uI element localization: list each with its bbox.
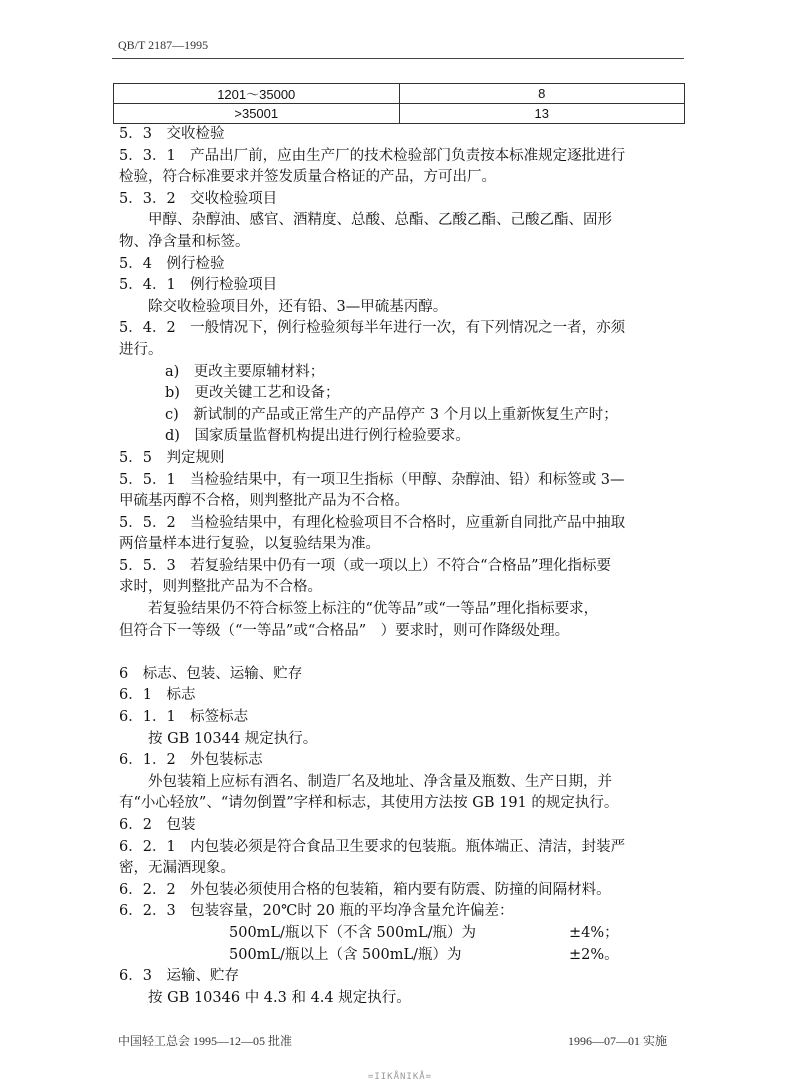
paragraph-line: 但符合下一等级（“一等品”或“合格品” ）要求时，则可作降级处理。 — [119, 622, 570, 639]
sampling-table — [113, 83, 685, 124]
paragraph-line: 6．2．2 外包装必须使用合格的包装箱，箱内要有防震、防撞的间隔材料。 — [119, 881, 611, 898]
section-heading: 5．4．1 例行检验项目 — [119, 277, 278, 294]
standard-code-header: QB/T 2187—1995 — [118, 38, 209, 52]
list-item: b) 更改关键工艺和设备； — [165, 385, 340, 402]
paragraph-line: 甲醇、杂醇油、感官、酒精度、总酸、总酯、乙酸乙酯、己酸乙酯、固形 — [148, 212, 612, 229]
approval-date: 中国轻工总会 1995—12—05 批准 — [118, 1034, 293, 1048]
section-heading: 5．4 例行检验 — [119, 255, 225, 272]
list-item: a) 更改主要原辅材料； — [165, 363, 325, 380]
section-heading: 6．3 运输、贮存 — [119, 968, 239, 985]
paragraph-line: 外包装箱上应标有酒名、制造厂名及地址、净含量及瓶数、生产日期，并 — [148, 773, 612, 790]
sample-count-cell: 8 — [399, 84, 685, 104]
paragraph-line: 甲硫基丙醇不合格，则判整批产品为不合格。 — [119, 493, 409, 510]
paragraph-line: 若复验结果仍不符合标签上标注的“优等品”或“一等品”理化指标要求， — [148, 601, 599, 618]
sample-count-cell: 13 — [399, 104, 685, 124]
blank-line — [119, 642, 687, 664]
document-body — [119, 124, 687, 1009]
table-row — [114, 84, 685, 104]
paragraph-line: 5．3．1 产品出厂前，应由生产厂的技术检验部门负责按本标准规定逐批进行 — [119, 147, 626, 164]
paragraph-line: 5．5．3 若复验结果中仍有一项（或一项以上）不符合“合格品”理化指标要 — [119, 557, 611, 574]
tolerance-row — [119, 945, 687, 967]
tolerance-row — [119, 923, 687, 945]
tolerance-label: 500mL/瓶以下（不含 500mL/瓶）为 — [229, 924, 476, 941]
table-row — [114, 104, 685, 124]
paragraph-line: 有“小心轻放”、“请勿倒置”字样和标志，其使用方法按 GB 191 的规定执行。 — [119, 795, 619, 812]
paragraph-line: 密，无漏酒现象。 — [119, 860, 235, 877]
paragraph-line: 物、净含量和标签。 — [119, 233, 250, 250]
section-heading: 5．3 交收检验 — [119, 126, 225, 142]
paragraph-line: 6．2．1 内包装必须是符合食品卫生要求的包装瓶。瓶体端正、清洁，封装严 — [119, 838, 626, 855]
lot-size-cell: >35001 — [114, 104, 400, 124]
paragraph-line: 进行。 — [119, 341, 163, 358]
paragraph-line: 两倍量样本进行复验，以复验结果为准。 — [119, 536, 380, 553]
paragraph-line: 检验，符合标准要求并签发质量合格证的产品，方可出厂。 — [119, 169, 496, 186]
tolerance-value: ±4%； — [569, 924, 619, 941]
section-heading: 5．3．2 交收检验项目 — [119, 190, 278, 207]
section-heading: 5．5 判定规则 — [119, 449, 225, 466]
list-item: c) 新试制的产品或正常生产的产品停产 3 个月以上重新恢复生产时； — [165, 406, 618, 423]
page-bottom-mark: =IIKÅNIKÅ= — [367, 1072, 433, 1082]
section-heading: 6．2 包装 — [119, 817, 196, 833]
tolerance-label: 500mL/瓶以上（含 500mL/瓶）为 — [229, 946, 462, 963]
list-item: d) 国家质量监督机构提出进行例行检验要求。 — [165, 428, 470, 445]
paragraph-line: 5．5．2 当检验结果中，有理化检验项目不合格时，应重新自同批产品中抽取 — [119, 514, 626, 531]
paragraph-line: 按 GB 10344 规定执行。 — [148, 730, 318, 747]
paragraph-line: 6．2．3 包装容量，20℃时 20 瓶的平均净含量允许偏差： — [119, 903, 514, 920]
tolerance-value: ±2%。 — [569, 946, 619, 963]
paragraph-line: 除交收检验项目外，还有铅、3—甲硫基丙醇。 — [148, 298, 448, 315]
header-rule — [112, 58, 684, 59]
section-heading: 6．1．1 标签标志 — [119, 709, 249, 726]
paragraph-line: 5．4．2 一般情况下，例行检验须每半年进行一次，有下列情况之一者，亦须 — [119, 320, 626, 337]
paragraph-line: 求时，则判整批产品为不合格。 — [119, 579, 322, 596]
section-heading: 6．1．2 外包装标志 — [119, 752, 263, 769]
paragraph-line: 5．5．1 当检验结果中，有一项卫生指标（甲醇、杂醇油、铅）和标签或 3— — [119, 471, 625, 488]
section-heading: 6．1 标志 — [119, 687, 196, 704]
lot-size-cell: 1201～35000 — [114, 84, 400, 104]
paragraph-line: 按 GB 10346 中 4.3 和 4.4 规定执行。 — [148, 989, 411, 1006]
chapter-heading: 6 标志、包装、运输、贮存 — [119, 665, 303, 682]
implementation-date: 1996—07—01 实施 — [568, 1034, 668, 1048]
